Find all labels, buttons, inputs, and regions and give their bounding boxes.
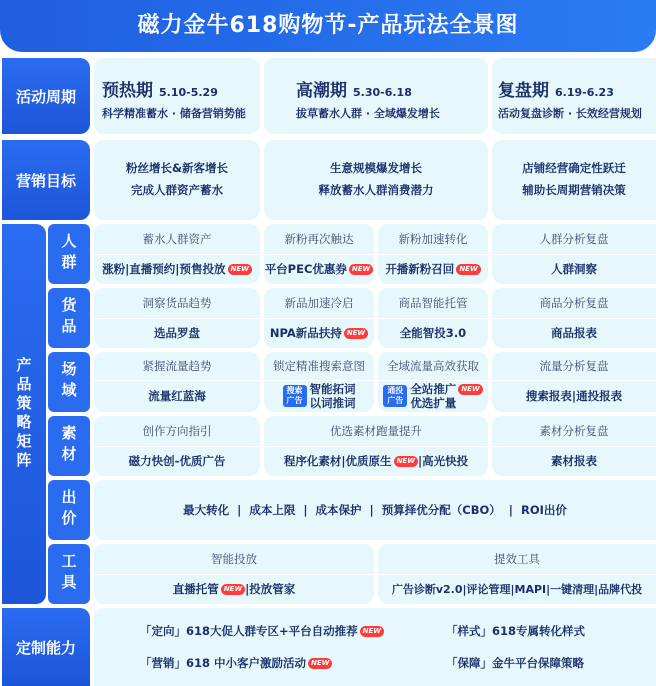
crowd-1-title: 蓄水人群资产	[142, 232, 212, 246]
new-badge-icon: NEW	[458, 384, 482, 395]
material-1-title: 创作方向指引	[142, 424, 212, 438]
row-label-cycle: 活动周期	[2, 58, 90, 134]
new-badge-icon: NEW	[456, 264, 480, 275]
field-4-title: 流量分析复盘	[539, 359, 609, 373]
bid-options: 最大转化 | 成本上限 | 成本保护 | 预算择优分配（CBO） | ROI出价	[183, 503, 567, 517]
new-badge-icon: NEW	[228, 264, 252, 275]
goods-3-title: 商品智能托管	[398, 296, 468, 310]
sub-label-material: 素材	[48, 416, 90, 476]
divider	[94, 254, 656, 255]
goods-4-title: 商品分析复盘	[539, 296, 609, 310]
crowd-3-title: 新粉加速转化	[398, 232, 468, 246]
goods-2-title: 新品加速冷启	[284, 296, 354, 310]
goal-peak-l2: 释放蓄水人群消费潜力	[318, 183, 434, 197]
sub-label-goods: 货品	[48, 288, 90, 348]
custom-a1	[140, 620, 400, 642]
divider	[94, 446, 656, 447]
field-3-title: 全域流量高效获取	[387, 359, 479, 373]
custom-b2: 「保障」金牛平台保障策略	[446, 656, 584, 670]
crowd-2-title: 新粉再次触达	[284, 232, 354, 246]
row-label-goals: 营销目标	[2, 140, 90, 220]
divider	[94, 574, 656, 575]
goal-preheat-l1: 粉丝增长&新客增长	[125, 161, 229, 175]
new-badge-icon: NEW	[221, 584, 245, 595]
crowd-1-text: 涨粉|直播预约|预售投放	[102, 262, 226, 276]
field-3-line2: 优选扩量	[410, 396, 457, 410]
new-badge-icon: NEW	[308, 658, 332, 669]
search-ad-tag: 搜索广告	[283, 385, 307, 407]
material-2-text-a: 程序化素材|优质原生	[283, 454, 392, 468]
phase-preheat: 预热期 5.10-5.29 科学精准蓄水 · 储备营销势能	[94, 58, 260, 134]
goal-review-l2: 辅助长周期营销决策	[522, 183, 626, 197]
field-2-title: 锁定精准搜索意图	[273, 359, 365, 373]
tools-left-text-a: 直播托管	[172, 582, 219, 596]
new-badge-icon: NEW	[349, 264, 373, 275]
field-2-product	[264, 381, 374, 411]
goods-1-product: 选品罗盘	[154, 326, 200, 340]
tools-right-title: 提效工具	[494, 552, 540, 566]
phase-review: 复盘期 6.19-6.23 活动复盘诊断 · 长效经营规划	[492, 58, 656, 134]
new-badge-icon: NEW	[360, 626, 384, 637]
custom-a2-text: 「营销」618 中小客户激励活动	[140, 656, 307, 670]
goods-2-product	[264, 320, 374, 346]
material-2-title: 优选素材跑量提升	[330, 424, 422, 438]
row-label-matrix: 产品策略矩阵	[2, 224, 46, 604]
page-title: 磁力金牛618购物节-产品玩法全景图	[0, 0, 656, 52]
goal-review-l1: 店铺经营确定性跃迁	[522, 161, 626, 175]
sub-label-bid: 出价	[48, 480, 90, 540]
material-2-text-b: |高光快投	[417, 454, 469, 468]
material-2-product	[264, 448, 488, 474]
field-3-product	[378, 381, 488, 411]
crowd-2-product	[264, 256, 374, 282]
field-2-line1: 智能拓词	[309, 382, 356, 396]
crowd-4-title: 人群分析复盘	[539, 232, 609, 246]
tools-left-title: 智能投放	[211, 552, 257, 566]
sub-label-crowd: 人群	[48, 224, 90, 284]
goods-4-product: 商品报表	[551, 326, 597, 340]
field-2-lines	[310, 382, 356, 410]
new-badge-icon: NEW	[394, 456, 418, 467]
phase-peak: 高潮期 5.30-6.18 拔草蓄水人群 · 全域爆发增长	[264, 58, 488, 134]
new-badge-icon: NEW	[344, 328, 368, 339]
custom-a1-text: 「定向」618大促人群专区+平台自动推荐	[140, 624, 358, 638]
material-1-product: 磁力快创-优质广告	[128, 454, 226, 468]
goal-preheat-l2: 完成人群资产蓄水	[131, 183, 223, 197]
field-3-line1: 全站推广	[410, 382, 457, 396]
field-1-title: 紧握流量趋势	[142, 359, 212, 373]
material-4-title: 素材分析复盘	[539, 424, 609, 438]
tools-right-product: 广告诊断v2.0|评论管理|MAPI|一键清理|品牌代投	[391, 583, 643, 596]
sub-label-field: 场域	[48, 352, 90, 412]
field-1-product: 流量红蓝海	[148, 389, 206, 403]
row-label-custom: 定制能力	[2, 608, 90, 686]
custom-a2	[140, 652, 400, 674]
field-3-lines	[410, 382, 482, 410]
goods-3-product: 全能智投3.0	[399, 326, 467, 340]
crowd-2-text: 平台PEC优惠券	[264, 262, 347, 276]
sub-label-tools: 工具	[48, 544, 90, 604]
crowd-4-product: 人群洞察	[551, 262, 597, 276]
tools-left-text-b: |投放管家	[245, 582, 296, 596]
field-2-line2: 以词推词	[309, 396, 356, 410]
divider	[94, 318, 656, 319]
field-4-product: 搜索报表|通投报表	[525, 389, 623, 403]
general-ad-tag: 通投广告	[383, 385, 407, 407]
material-4-product: 素材报表	[551, 454, 597, 468]
custom-b1: 「样式」618专属转化样式	[446, 624, 586, 638]
divider	[94, 380, 656, 381]
crowd-1-product	[94, 256, 260, 282]
goods-2-text: NPA新品扶持	[269, 326, 342, 340]
crowd-3-product	[378, 256, 488, 282]
tools-left-product	[94, 576, 374, 602]
crowd-3-text: 开播新粉召回	[385, 262, 455, 276]
goods-1-title: 洞察货品趋势	[142, 296, 212, 310]
goal-peak-l1: 生意规模爆发增长	[330, 161, 422, 175]
